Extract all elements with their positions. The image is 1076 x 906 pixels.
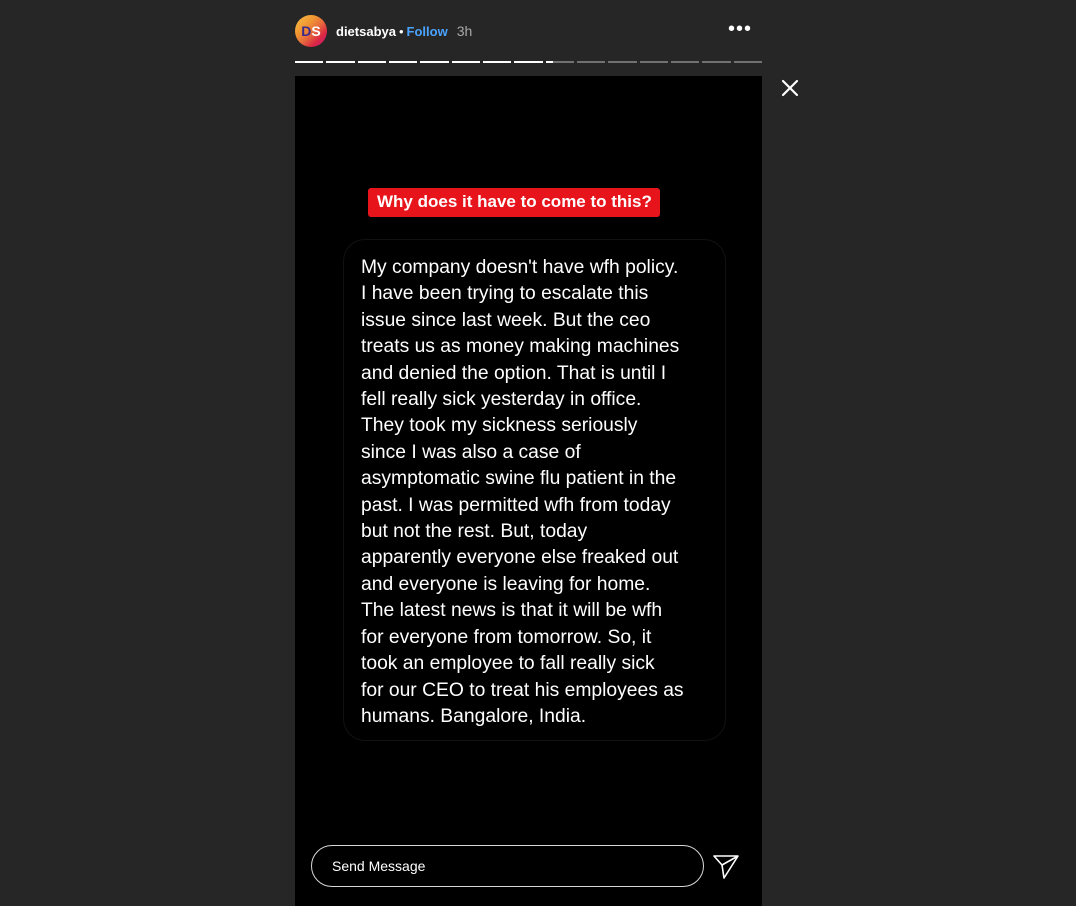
story-body-line: and everyone is leaving for home. — [361, 573, 651, 595]
progress-segment — [671, 61, 699, 63]
story-body-line: apparently everyone else freaked out — [361, 547, 679, 569]
story-body-line: I have been trying to escalate this — [361, 283, 649, 305]
story-body-line: My company doesn't have wfh policy. — [361, 257, 679, 278]
progress-segment-fill — [483, 61, 511, 63]
avatar-initial-s: S — [311, 23, 321, 39]
avatar-initial-d: D — [301, 23, 312, 39]
progress-segment — [608, 61, 636, 63]
follow-button[interactable]: Follow — [406, 23, 448, 39]
send-message-placeholder: Send Message — [332, 858, 426, 874]
story-body-line: since I was also a case of — [361, 441, 581, 463]
progress-segment — [326, 61, 354, 63]
send-message-input[interactable] — [311, 845, 704, 887]
progress-segment — [358, 61, 386, 63]
progress-segment — [577, 61, 605, 63]
progress-segment-fill — [514, 61, 542, 63]
progress-segment-fill — [389, 61, 417, 63]
progress-segment-fill — [546, 61, 553, 63]
story-body-line: for our CEO to treat his employees as — [361, 679, 684, 701]
progress-segment — [734, 61, 762, 63]
more-options-icon[interactable]: ••• — [727, 18, 752, 40]
progress-segment-fill — [326, 61, 354, 63]
close-icon[interactable] — [779, 77, 801, 99]
progress-segment — [514, 61, 542, 63]
story-body-line: for everyone from tomorrow. So, it — [361, 626, 652, 648]
progress-segment — [483, 61, 511, 63]
progress-segment-fill — [358, 61, 386, 63]
story-body-line: treats us as money making machines — [361, 336, 680, 358]
story-body-line: issue since last week. But the ceo — [361, 309, 651, 331]
progress-segment-fill — [452, 61, 480, 63]
progress-segment — [452, 61, 480, 63]
avatar[interactable] — [295, 15, 327, 47]
story-body-line: took an employee to fall really sick — [361, 653, 655, 675]
progress-segment — [389, 61, 417, 63]
progress-segment — [702, 61, 730, 63]
story-body-line: They took my sickness seriously — [361, 415, 638, 437]
post-time: 3h — [456, 23, 473, 39]
story-body-text — [361, 255, 711, 730]
progress-segment — [546, 61, 574, 63]
progress-segment-fill — [295, 61, 323, 63]
separator-dot: • — [398, 23, 404, 39]
progress-segment-fill — [420, 61, 448, 63]
story-body-line: humans. Bangalore, India. — [361, 705, 587, 727]
username[interactable]: dietsabya — [336, 23, 396, 39]
story-headline: Why does it have to come to this? — [368, 188, 660, 217]
story-body-line: fell really sick yesterday in office. — [361, 389, 642, 411]
story-body-line: asymptomatic swine flu patient in the — [361, 468, 677, 490]
story-progress-bar — [295, 61, 762, 64]
story-body-line: The latest news is that it will be wfh — [361, 600, 663, 622]
progress-segment — [640, 61, 668, 63]
progress-segment — [420, 61, 448, 63]
story-body-line: and denied the option. That is until I — [361, 362, 667, 384]
story-body-line: past. I was permitted wfh from today — [361, 494, 671, 516]
progress-segment — [295, 61, 323, 63]
story-header — [295, 14, 762, 48]
send-icon[interactable] — [712, 852, 740, 880]
story-body-line: but not the rest. But, today — [361, 521, 588, 543]
